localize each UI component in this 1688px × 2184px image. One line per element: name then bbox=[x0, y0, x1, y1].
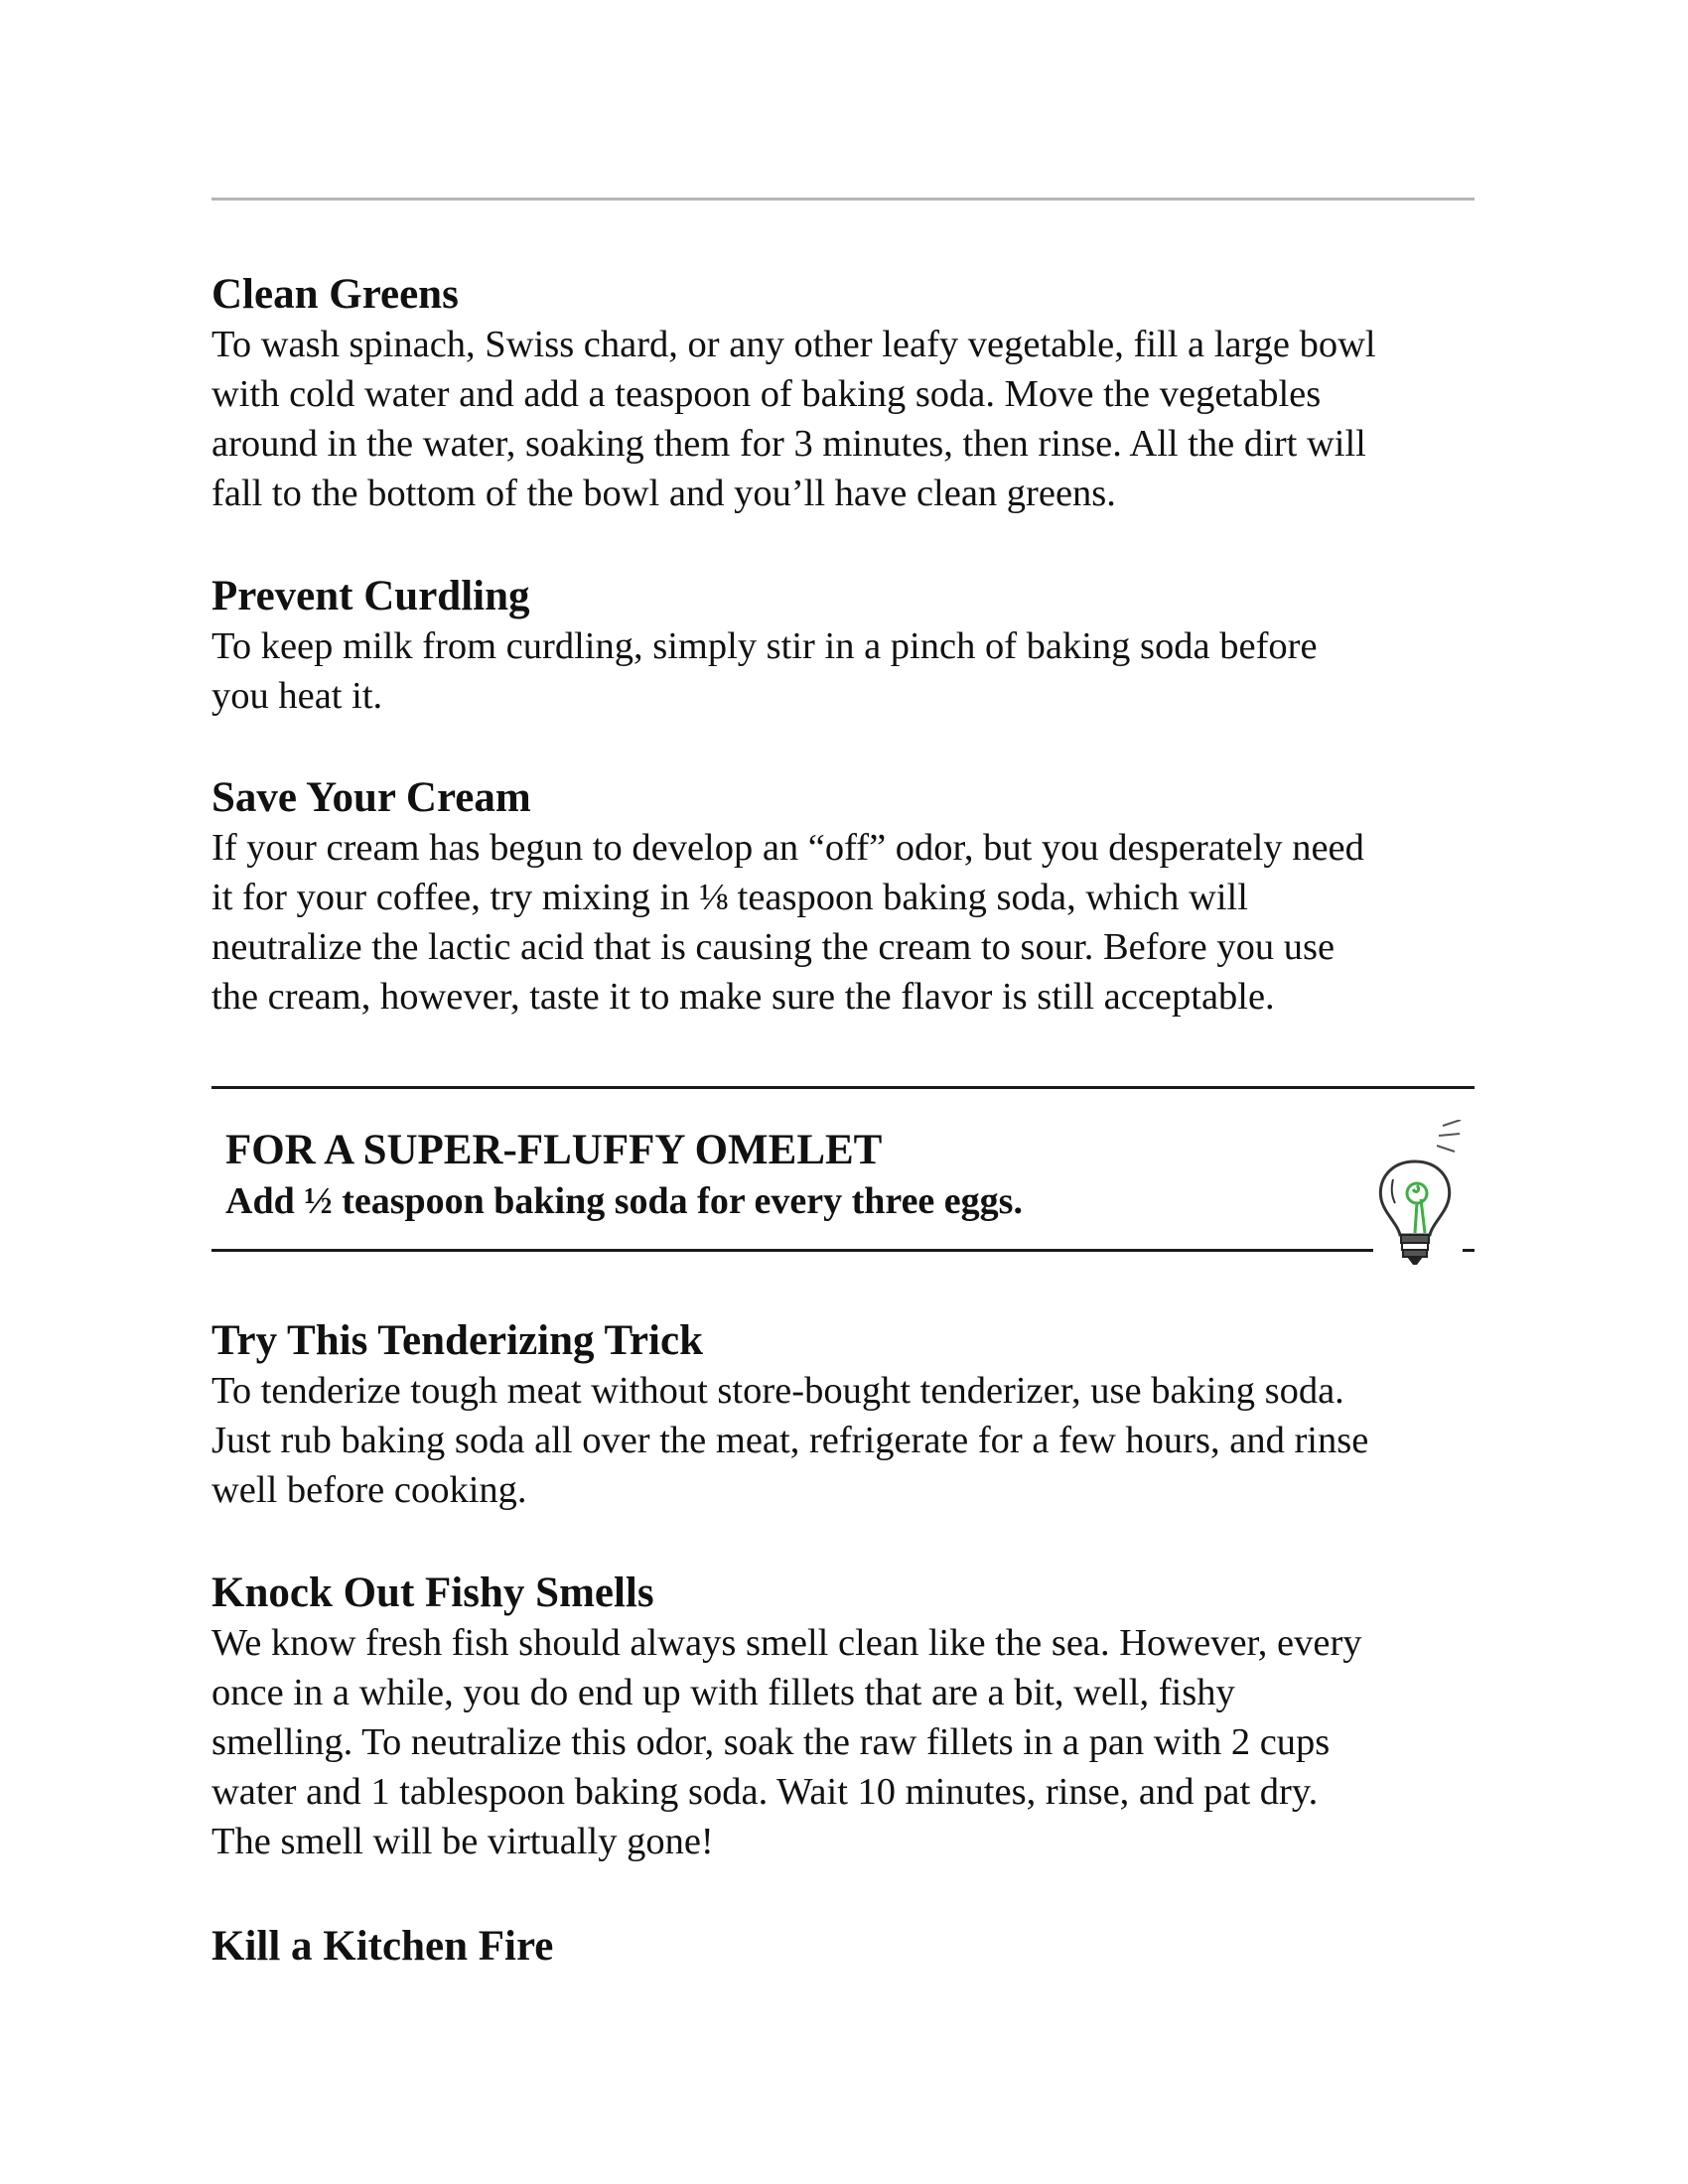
lightbulb-icon bbox=[1365, 1120, 1475, 1279]
section-heading: Prevent Curdling bbox=[211, 573, 530, 619]
section-line: smelling. To neutralize this odor, soak the raw fillets in a pan with 2 cups bbox=[211, 1721, 1331, 1763]
section-prevent-curdling bbox=[211, 572, 1475, 721]
section-heading: Save Your Cream bbox=[211, 774, 531, 821]
section-line: To keep milk from curdling, simply stir in a pinch of baking soda before bbox=[211, 625, 1318, 667]
section-line: The smell will be virtually gone! bbox=[211, 1821, 714, 1862]
section-heading: Kill a Kitchen Fire bbox=[211, 1923, 554, 1970]
section-line: it for your coffee, try mixing in ⅛ teaspoon baking soda, which will bbox=[211, 877, 1248, 918]
tip-divider-bottom bbox=[211, 1249, 1373, 1252]
section-line: We know fresh fish should always smell clean like the sea. However, every bbox=[211, 1622, 1362, 1664]
section-line: If your cream has begun to develop an “off” odor, but you desperately need bbox=[211, 827, 1364, 869]
tip-text: Add ½ teaspoon baking soda for every three eggs. bbox=[225, 1180, 1023, 1222]
section-heading: Knock Out Fishy Smells bbox=[211, 1570, 654, 1616]
section-line: around in the water, soaking them for 3 minutes, then rinse. All the dirt will bbox=[211, 423, 1366, 465]
section-clean-greens bbox=[211, 270, 1475, 518]
tip-title: FOR A SUPER-FLUFFY OMELET bbox=[225, 1127, 883, 1173]
tip-divider-top bbox=[211, 1086, 1475, 1089]
section-fishy-smells bbox=[211, 1569, 1475, 1866]
section-heading: Try This Tenderizing Trick bbox=[211, 1317, 704, 1364]
section-line: water and 1 tablespoon baking soda. Wait 10 minutes, rinse, and pat dry. bbox=[211, 1771, 1319, 1813]
section-line: To tenderize tough meat without store-bought tenderizer, use baking soda. bbox=[211, 1370, 1344, 1412]
section-line: once in a while, you do end up with fillets that are a bit, well, fishy bbox=[211, 1672, 1235, 1713]
section-tenderizing-trick bbox=[211, 1316, 1475, 1515]
section-line: you heat it. bbox=[211, 675, 383, 717]
section-line: fall to the bottom of the bowl and you’ll have clean greens. bbox=[211, 473, 1116, 514]
section-line: To wash spinach, Swiss chard, or any other leafy vegetable, fill a large bowl bbox=[211, 324, 1376, 365]
section-save-your-cream bbox=[211, 773, 1475, 1022]
section-line: the cream, however, taste it to make sure the flavor is still acceptable. bbox=[211, 976, 1275, 1018]
section-heading: Clean Greens bbox=[211, 271, 459, 318]
section-line: Just rub baking soda all over the meat, refrigerate for a few hours, and rinse bbox=[211, 1420, 1369, 1461]
top-divider bbox=[211, 198, 1475, 201]
tip-callout bbox=[225, 1125, 1367, 1226]
section-line: well before cooking. bbox=[211, 1469, 527, 1511]
section-line: neutralize the lactic acid that is causing the cream to sour. Before you use bbox=[211, 926, 1336, 968]
section-kitchen-fire bbox=[211, 1922, 1475, 1972]
section-line: with cold water and add a teaspoon of baking soda. Move the vegetables bbox=[211, 373, 1322, 415]
